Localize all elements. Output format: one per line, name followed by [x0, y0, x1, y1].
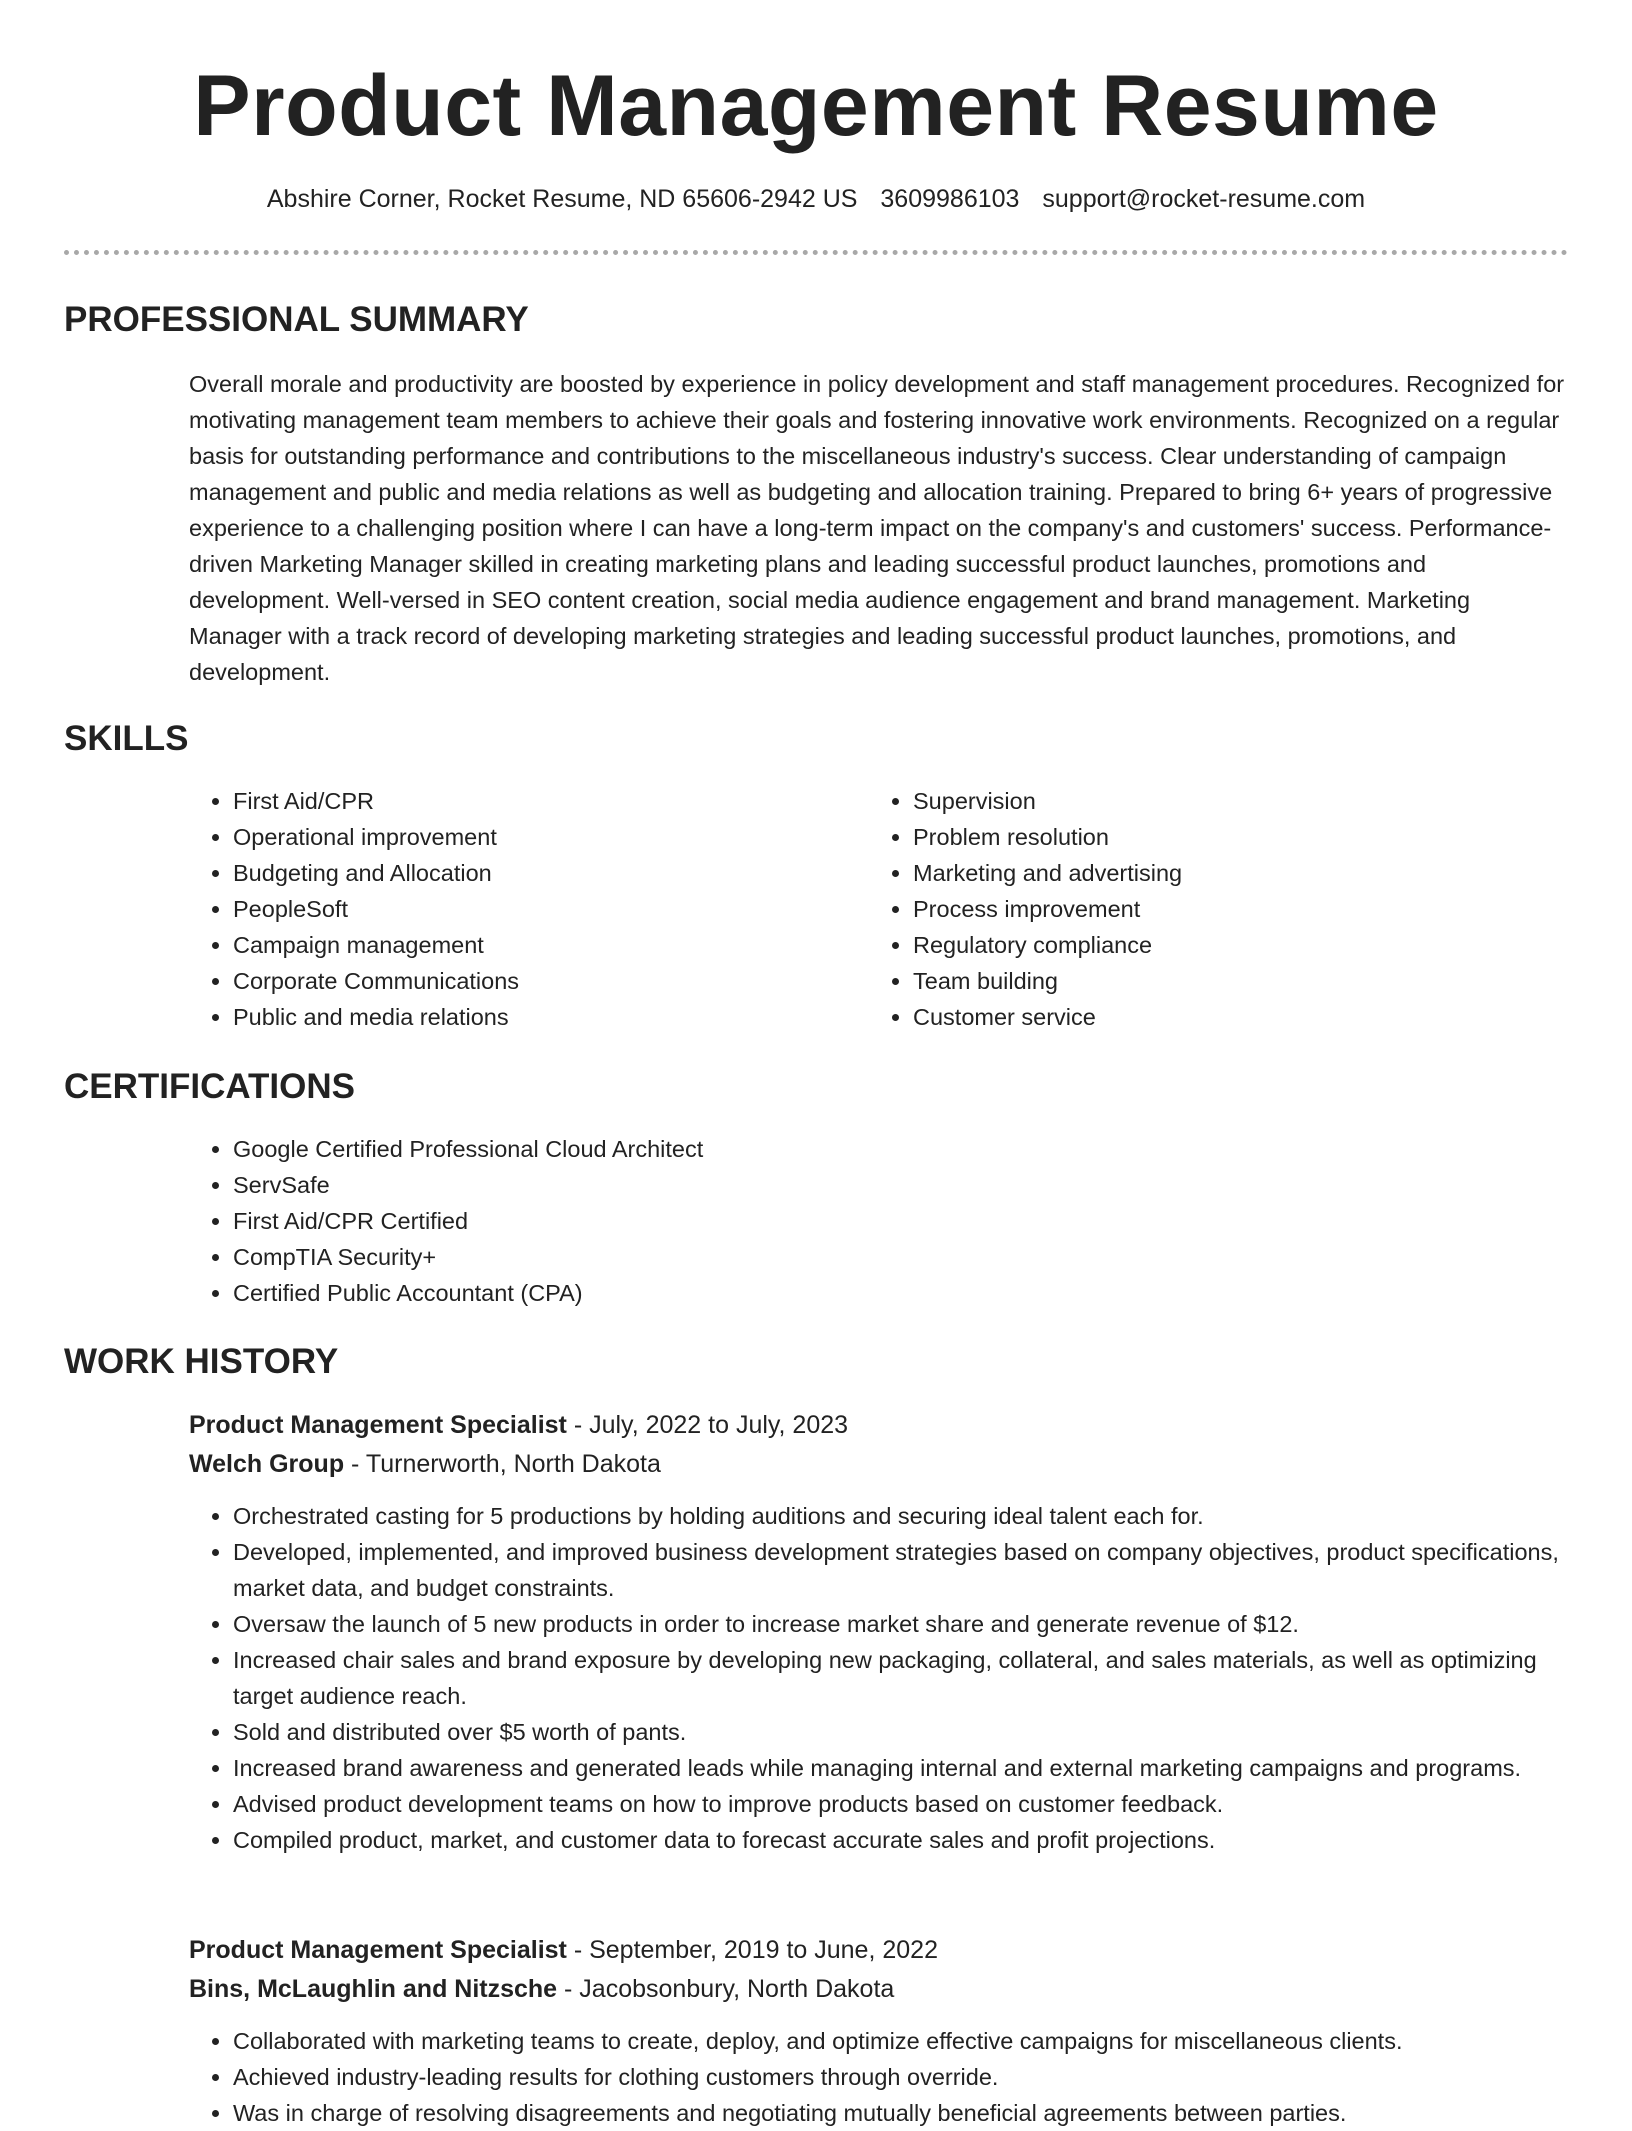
section-heading-skills: SKILLS [64, 719, 189, 758]
header-divider [64, 250, 1568, 255]
job-company-line [189, 1445, 1569, 1484]
skill-item: • Public and media relations [233, 999, 829, 1035]
job-location: - Jacobsonbury, North Dakota [557, 1975, 895, 2003]
job-location: - Turnerworth, North Dakota [344, 1450, 661, 1478]
job-bullet: • Sold and distributed over $5 worth of pants. [233, 1714, 1569, 1750]
contact-phone: 3609986103 [880, 185, 1020, 213]
job-title: Product Management Specialist [189, 1936, 567, 1964]
skill-item: • Problem resolution [913, 819, 1509, 855]
skills-list-left [189, 783, 829, 1035]
contact-address: Abshire Corner, Rocket Resume, ND 65606-2942 US [266, 185, 858, 213]
job-bullet: • Compiled product, market, and customer data to forecast accurate sales and profit projections. [233, 1822, 1569, 1858]
job-bullet: • Increased brand awareness and generated leads while managing internal and external marketing campaigns and programs. [233, 1750, 1569, 1786]
job-title: Product Management Specialist [189, 1411, 567, 1439]
job-bullet: • Achieved industry-leading results for clothing customers through override. [233, 2059, 1569, 2095]
certification-item: • ServSafe [233, 1167, 1389, 1203]
certification-item: • CompTIA Security+ [233, 1239, 1389, 1275]
job-bullet: • Advised product development teams on how to improve products based on customer feedback. [233, 1786, 1569, 1822]
job-company: Bins, McLaughlin and Nitzsche [189, 1975, 558, 2003]
skill-item: • Corporate Communications [233, 963, 829, 999]
job-dates: - July, 2022 to July, 2023 [566, 1411, 849, 1439]
certifications-block [189, 1131, 1389, 1311]
job-title-line [189, 1406, 1569, 1445]
job-bullets [189, 1498, 1569, 1858]
skills-column-right [869, 783, 1509, 1035]
job-bullet: • Was in charge of resolving disagreements and negotiating mutually beneficial agreements between parties. [233, 2095, 1569, 2131]
skill-item: • Team building [913, 963, 1509, 999]
section-heading-certifications: CERTIFICATIONS [64, 1067, 356, 1106]
contact-line [0, 182, 1632, 216]
skills-list-right [869, 783, 1509, 1035]
certifications-list [189, 1131, 1389, 1311]
skill-item: • Process improvement [913, 891, 1509, 927]
skills-column-left [189, 783, 829, 1035]
certification-item: • Google Certified Professional Cloud Architect [233, 1131, 1389, 1167]
skill-item: • Budgeting and Allocation [233, 855, 829, 891]
job-bullet: • Collaborated with marketing teams to create, deploy, and optimize effective campaigns for miscellaneous clients. [233, 2023, 1569, 2059]
summary-text: Overall morale and productivity are boosted by experience in policy development and staff management procedures. Recognized for motivating management team members to achieve their goals and fostering innovative work environments. Recognized on a regular basis for outstanding performance and contributions to the miscellaneous industry's success. Clear understanding of campaign management and public and media relations as well as budgeting and allocation training. Prepared to bring 6+ years of progressive experience to a challenging position where I can have a long-term impact on the company's and customers' success. Performance-driven Marketing Manager skilled in creating marketing plans and leading successful product launches, promotions and development. Well-versed in SEO content creation, social media audience engagement and brand management. Marketing Manager with a track record of developing marketing strategies and leading successful product launches, promotions, and development. [189, 371, 1565, 685]
job-entry [189, 1406, 1569, 1858]
certification-item: • Certified Public Accountant (CPA) [233, 1275, 1389, 1311]
job-bullet: • Orchestrated casting for 5 productions by holding auditions and securing ideal talent each for. [233, 1498, 1569, 1534]
resume-title: Product Management Resume [193, 58, 1439, 154]
section-heading-summary: PROFESSIONAL SUMMARY [64, 300, 529, 339]
skill-item: • First Aid/CPR [233, 783, 829, 819]
skill-item: • Campaign management [233, 927, 829, 963]
job-dates: - September, 2019 to June, 2022 [566, 1936, 938, 1964]
skill-item: • Regulatory compliance [913, 927, 1509, 963]
job-bullets [189, 2023, 1569, 2131]
job-company: Welch Group [189, 1450, 345, 1478]
job-bullet: • Developed, implemented, and improved business development strategies based on company objectives, product specifications, market data, and budget constraints. [233, 1534, 1569, 1606]
job-bullet: • Oversaw the launch of 5 new products in order to increase market share and generate revenue of $12. [233, 1606, 1569, 1642]
skill-item: • Marketing and advertising [913, 855, 1509, 891]
certification-item: • First Aid/CPR Certified [233, 1203, 1389, 1239]
contact-email: support@rocket-resume.com [1042, 185, 1366, 213]
section-heading-work-history: WORK HISTORY [64, 1342, 339, 1381]
job-company-line [189, 1970, 1569, 2009]
job-entry [189, 1931, 1569, 2131]
skill-item: • Operational improvement [233, 819, 829, 855]
skill-item: • PeopleSoft [233, 891, 829, 927]
skill-item: • Customer service [913, 999, 1509, 1035]
job-bullet: • Increased chair sales and brand exposure by developing new packaging, collateral, and sales materials, as well as optimizing target audience reach. [233, 1642, 1569, 1714]
job-title-line [189, 1931, 1569, 1970]
skill-item: • Supervision [913, 783, 1509, 819]
